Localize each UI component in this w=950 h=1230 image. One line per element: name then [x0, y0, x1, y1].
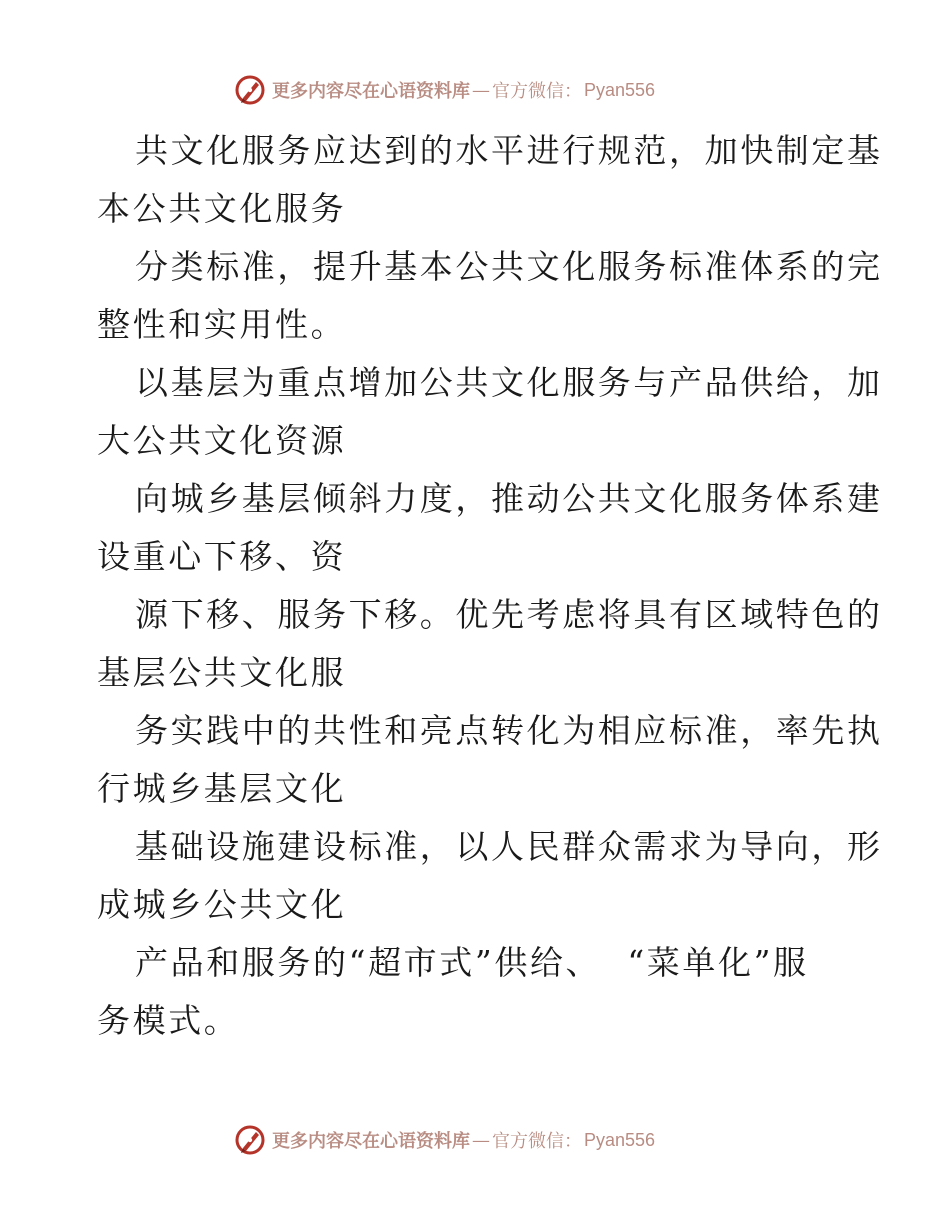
footer-banner: [234, 1122, 655, 1158]
banner-title: 更多内容尽在心语资料库: [272, 1131, 470, 1152]
pen-logo-icon: [234, 1124, 266, 1156]
paragraph-line: 成城乡公共文化: [97, 885, 347, 924]
paragraph-line: 产品和服务的“超市式”供给、 “菜单化”服: [135, 943, 809, 982]
paragraph-line: 向城乡基层倾斜力度，推动公共文化服务体系建: [135, 479, 883, 518]
banner-wechat-id: Pyan556: [584, 79, 656, 100]
pen-logo-icon: [234, 74, 266, 106]
paragraph-line: 大公共文化资源: [97, 421, 347, 460]
paragraph-line: 分类标准，提升基本公共文化服务标准体系的完: [135, 247, 883, 286]
paragraph-line: 务模式。: [97, 1001, 240, 1040]
banner-wechat-id: Pyan556: [584, 1129, 656, 1150]
document-body: [97, 122, 883, 1050]
banner-title: 更多内容尽在心语资料库: [272, 81, 470, 102]
paragraph-line: 本公共文化服务: [97, 189, 347, 228]
banner-dash: —: [472, 1129, 490, 1151]
banner-label: 官方微信：: [492, 1131, 582, 1152]
banner-dash: —: [472, 79, 490, 101]
paragraph-line: 基层公共文化服: [97, 653, 347, 692]
paragraph-line: 行城乡基层文化: [97, 769, 347, 808]
paragraph-line: 以基层为重点增加公共文化服务与产品供给，加: [135, 363, 883, 402]
banner-label: 官方微信：: [492, 81, 582, 102]
paragraph-line: 务实践中的共性和亮点转化为相应标准，率先执: [135, 711, 883, 750]
paragraph-line: 源下移、服务下移。优先考虑将具有区域特色的: [135, 595, 883, 634]
paragraph-line: 共文化服务应达到的水平进行规范，加快制定基: [135, 131, 883, 170]
header-banner: [234, 72, 655, 108]
paragraph-line: 基础设施建设标准，以人民群众需求为导向，形: [135, 827, 883, 866]
paragraph-line: 整性和实用性。: [97, 305, 347, 344]
paragraph-line: 设重心下移、资: [97, 537, 347, 576]
